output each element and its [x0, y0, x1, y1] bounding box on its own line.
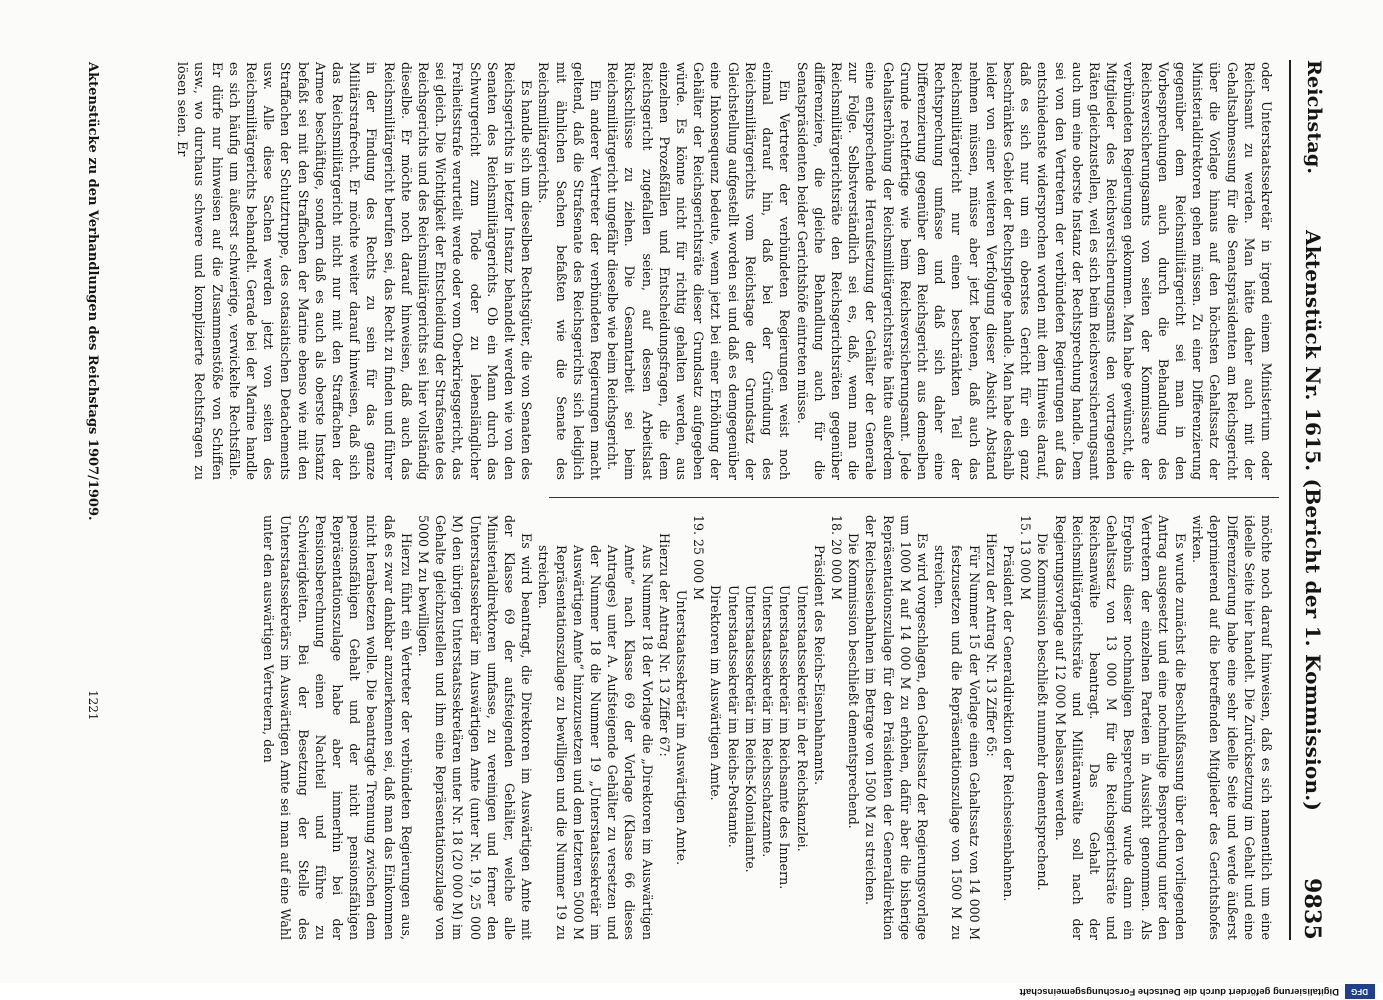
paragraph: Hierzu führt ein Vertreter der verbündeten Regierungen aus, daß es zwar dankbar anzuerkennen sei, daß man das Einkommen nicht herabsetzen wolle. Die beantragte Trennung zwischen dem pensionsfähigen Gehalt und der nicht pensionsfähigen Repräsentationszulage habe aber immerhin bei der Pensionsberechnung einen Nachteil und führe zu Schwierigkeiten. Bei der Besetzung der Stelle des Unterstaatssekretärs im Auswärtigen Amte sei man auf eine Wahl unter den auswärtigen Vertretern, den	[261, 515, 414, 940]
column-divider	[549, 497, 1279, 498]
item-number: 19. 25 000 M	[691, 515, 707, 600]
item-title: Unterstaatssekretär im Reichsamte des Innern.	[777, 585, 793, 890]
item-title: Unterstaatssekretär im Reichs-Postamte.	[725, 585, 741, 848]
item-title: Direktoren im Auswärtigen Amte.	[708, 585, 724, 801]
footer-title: Aktenstücke zu den Verhandlungen des Reichstags 1907/1909.	[85, 62, 100, 521]
item-title: Unterstaatssekretär im Auswärtigen Amte.	[674, 589, 690, 866]
paragraph: Es wird beantragt, die Direktoren im Auswärtigen Amte mit der Klasse 69 der aufsteigenden Gehälter, welche alle Ministerialdirektoren umfasse, zu vereinigen und ferner den Unterstaatssekretär im Auswärtigen Amte (unter Nr. 19, 25 000 M) den übrigen Unterstaatssekretären unter Nr. 18 (20 000 M) im Gehalte gleichzustellen und ihm eine Repräsentationszulage von 5000 M zu bewilligen.	[416, 515, 535, 941]
header-rule	[1289, 60, 1291, 940]
motion-text: Aus Nummer 18 der Vorlage die „Direktoren im Auswärtigen Amte“ nach Klasse 69 der Vorlage (Klasse 66 dieses Antrages) unter A. Aufsteigende Gehälter zu versetzen und der Nummer 18 die Nummer 19 „Unterstaatssekretär im Auswärtigen Amte“ hinzuzusetzen und dem letzteren 5000 M Repräsentationszulage zu bewilligen und die Nummer 19 zu streichen.	[536, 545, 655, 940]
item-number: 18. 20 000 M	[828, 515, 844, 600]
motion-heading: Hierzu der Antrag Nr. 13 Ziffer 65:	[983, 533, 999, 757]
item-number: 15. 13 000 M	[1018, 515, 1034, 600]
item-title: Unterstaatssekretär im Reichs-Kolonialamte.	[742, 585, 758, 873]
paragraph: Es handle sich um dieselben Rechtsgüter, die von Senaten des Reichsgerichts in letzter Instanz behandelt werden wie von den Senaten des Reichsmilitärgerichts. Ob ein Mann durch das Schwurgericht zum Tode oder zu lebenslänglicher Freiheitsstrafe verurteilt werde oder vom Oberkriegsgericht, das sei gleich. Die Wichtigkeit der Entscheidung der Strafsenate des Reichsgerichts und des Reichsmilitärgerichts sei hier vollständig dieselbe. Er möchte noch darauf hinweisen, daß auch das Reichsmilitärgericht berufen sei, das Recht zu finden und führer in der Findung des Rechts zu sein für das ganze Militärstrafrecht. Er möchte weiter darauf hinweisen, daß sich das Reichsmilitärgericht nicht nur mit den Straffachen der Armee beschäftige, sondern daß es auch als oberste Instanz befaßt sei mit den Straffachen der Marine ebenso wie mit den Straffachen der Schutztruppe, des ostasiatischen Detachements usw. Alle diese Sachen werden jetzt von seiten des Reichsmilitärgerichts behandelt. Gerade bei der Marine handle es sich häufig um äußerst schwierige, verwickelte Rechtsfälle. Er dürfe nur hinweisen auf die Zusammenstöße von Schiffen usw., wo durchaus schwere und komplizierte Rechtsfragen zu lösen seien. Er	[175, 62, 535, 480]
item-title: Präsident der Generaldirektion der Reichseisenbahnen.	[1000, 545, 1016, 902]
paragraph: Ein anderer Vertreter der verbündeten Regierungen macht geltend, daß die Strafsenate des Reichsgerichts sich lediglich mit ähnlichen Sachen befaßten wie die Senate des Reichsmilitärgerichts.	[536, 62, 604, 480]
item-title: Unterstaatssekretär im Reichsschatzamte.	[760, 585, 776, 858]
sheet-number: 1221	[86, 690, 100, 721]
paragraph: oder Unterstaatssekretär in irgend einem Ministerium oder Reichsamt zu werden. Man hätte daher auch mit der Gehaltsabmessung für die Senatspräsidenten am Reichsgericht über die Vorlage hinaus auf den höchsten Gehaltssatz der Ministerialdirektoren gehen müssen. Zu einer Differenzierung gegenüber dem Reichsmilitärgericht sei man in den Vorbesprechungen auch durch die Behandlung des Reichsversicherungsamts von seiten der Kommissare der verbündeten Regierungen gekommen. Man habe gewünscht, die Mitglieder des Reichsversicherungsamts den vortragenden Räten gleichzustellen, weil es sich beim Reichsversicherungsamt auch um eine oberste Instanz der Rechtsprechung handle. Dem sei von den Vertretern der verbündeten Regierungen auf das entschiedenste widersprochen worden mit dem Hinweis darauf, daß es sich nur um ein oberstes Gericht für ein ganz beschränktes Gebiet der Rechtspflege handle. Man habe deshalb leider von einer weiteren Verfolgung dieser Absicht Abstand nehmen müssen, müsse aber jetzt betonen, daß auch das Reichsmilitärgericht nur einen beschränkten Teil der Rechtsprechung umfasse und daß sich daher eine Differenzierung gegenüber dem Reichsgericht aus demselben Grunde rechtfertige wie beim Reichsversicherungsamt. Jede Gehaltserhöhung der Reichsmilitärgerichtsräte hätte außerdem eine entsprechende Heraufsetzung der Gehälter der Generale zur Folge. Selbstverständlich sei es, daß, wenn man die Reichsmilitärgerichtsräte den Reichsgerichtsräten gegenüber differenziere, die gleiche Behandlung auch für die Senatspräsidenten beider Gerichtshöfe eintreten müsse.	[794, 62, 1274, 480]
item-title: Präsident des Reichs-Eisenbahnamts.	[811, 545, 827, 786]
left-column	[174, 62, 1275, 480]
paragraph: Die Kommission beschließt nunmehr dementsprechend.	[1035, 533, 1051, 891]
paragraph: Es wird vorgeschlagen, den Gehaltssatz der Regierungsvorlage um 1000 M auf 14 000 M zu erhöhen, dafür aber die bisherige Repräsentationszulage für den Präsidenten der Generaldirektion der Reichseisenbahnen im Betrage von 1500 M zu streichen.	[863, 515, 930, 940]
paragraph: möchte noch darauf hinweisen, daß es sich namentlich um eine ideelle Seite hier handelt. Die Zurücksetzung im Gehalt und eine Differenzierung habe eine sehr ideelle Seite und werde äußerst deprimierend auf die betreffenden Mitglieder des Gerichtshofes wirken.	[1190, 515, 1274, 940]
page-number: 9835	[1299, 877, 1325, 940]
right-column	[260, 515, 1275, 940]
paragraph: Die Kommission beschließt dementsprechend.	[846, 533, 862, 829]
header-title: Aktenstück Nr. 1615. (Bericht der 1. Kommission.)	[1301, 230, 1325, 812]
funding-note: Digitalisierung gefördert durch die Deutsche Forschungsgemeinschaft	[1019, 986, 1339, 997]
paragraph: Ein Vertreter der verbündeten Regierungen weist noch einmal darauf hin, daß bei der Gründung des Reichsmilitärgerichts vom Reichstage der Grundsatz der Gleichstellung aufgestellt worden sei und daß es demgegenüber eine Inkonsequenz bedeute, wenn jetzt bei einer Erhöhung der Gehälter der Reichsgerichtsräte dieser Grundsatz aufgegeben würde. Es könne nicht für richtig gehalten werden, aus einzelnen Prozeßfällen und Entscheidungsfragen, die dem Reichsgericht zugefallen seien, auf dessen Arbeitslast Rückschlüsse zu ziehen. Die Gesamtarbeit sei beim Reichsmilitärgericht ungefähr dieselbe wie beim Reichsgericht.	[605, 62, 793, 480]
item-title: Unterstaatssekretär in der Reichskanzlei.	[794, 585, 810, 852]
dfg-logo: DFG	[1345, 984, 1375, 999]
motion-heading: Hierzu der Antrag Nr. 13 Ziffer 67:	[656, 533, 672, 757]
page-header	[1293, 60, 1325, 940]
motion-text: Für Nummer 15 der Vorlage einen Gehaltssatz von 14 000 M festzusetzen und die Repräsentationszulage von 1500 M zu streichen.	[932, 545, 982, 940]
digitization-sidebar	[0, 983, 1383, 1000]
paragraph: Es wurde zunächst die Beschlußfassung über den vorliegenden Antrag ausgesetzt und eine nochmalige Besprechung unter den Vertretern der einzelnen Parteien in Aussicht genommen. Als Ergebnis dieser nochmaligen Besprechung wurde dann ein Gehaltssatz von 13 000 M für die Reichsgerichtsräte und Reichsanwälte beantragt. Das Gehalt der Reichsmilitärgerichtsräte und Militäranwälte soll nach der Regierungsvorlage auf 12 000 M belassen werden.	[1052, 515, 1188, 940]
header-left: Reichstag.	[1303, 60, 1325, 175]
